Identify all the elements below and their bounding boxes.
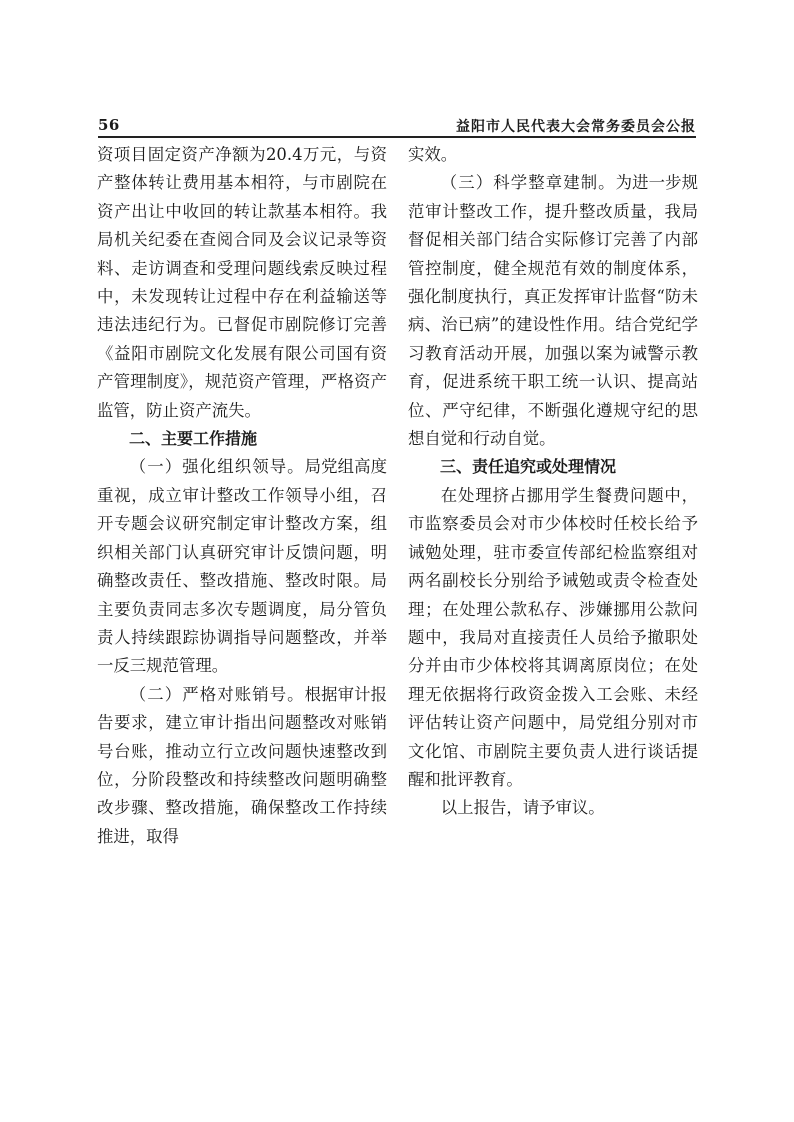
paragraph: 实效。 xyxy=(408,145,458,164)
paragraph-text: 局党组高度重视，成立审计整改工作领导小组，召开专题会议研究制定审计整改方案，组织相关部门认真研究审计反馈问题，明确整改责任、整改措施、整改时限。局主要负责同志多次专题调度，局分管负责人持续跟踪协调指导问题整改，并举一反三规范管理。 xyxy=(97,457,388,676)
paragraph xyxy=(97,681,387,851)
paragraph-text: 为进一步规范审计整改工作，提升整改质量，我局督促相关部门结合实际修订完善了内部管控制度，健全规范有效的制度体系，强化制度执行，真正发挥审计监督“防未病、治已病”的建设性作用。结合党纪学习教育活动开展，加强以案为诫警示教育，促进系统干职工统一认识、提高站位、严守纪律，不断强化遵规守纪的思想自觉和行动自觉。 xyxy=(408,173,699,449)
paragraph: 资项目固定资产净额为20.4万元，与资产整体转让费用基本相符，与市剧院在资产出让中收回的转让款基本相符。我局机关纪委在查阅合同及会议记录等资料、走访调查和受理问题线索反映过程中，未发现转让过程中存在利益输送等违法违纪行为。已督促市剧院修订完善《益阳市剧院文化发展有限公司国有资产管理制度》，规范资产管理，严格资产监管，防止资产流失。 xyxy=(97,145,387,420)
closing-line: 以上报告，请予审议。 xyxy=(440,798,605,818)
paragraph: 在处理挤占挪用学生餐费问题中，市监察委员会对市少体校时任校长给予诫勉处理，驻市委宣传部纪检监察组对两名副校长分别给予诫勉或责令检查处理；在处理公款私存、涉嫌挪用公款问题中，我局对直接责任人员给予撤职处分并由市少体校将其调离原岗位；在处理无依据将行政资金拨入工会账、未经评估转让资产问题中，局党组分别对市文化馆、市剧院主要负责人进行谈话提醒和批评教育。 xyxy=(408,485,698,789)
right-column xyxy=(408,141,698,823)
run-in-heading: （二）严格对账销号。 xyxy=(129,684,305,704)
journal-title: 益阳市人民代表大会常务委员会公报 xyxy=(456,119,696,135)
section-heading: 三、责任追究或处理情况 xyxy=(440,457,617,477)
paragraph xyxy=(408,169,698,453)
run-in-heading: （三）科学整章建制。 xyxy=(440,173,616,193)
left-column xyxy=(97,141,387,851)
section-heading: 二、主要工作措施 xyxy=(129,429,258,449)
run-in-heading: （一）强化组织领导。 xyxy=(129,457,305,477)
paragraph xyxy=(97,453,387,680)
paragraph-text: 根据审计报告要求，建立审计指出问题整改对账销号台账，推动立行立改问题快速整改到位，分阶段整改和持续整改问题明确整改步骤、整改措施，确保整改工作持续推进，取得 xyxy=(97,684,388,846)
header-rule xyxy=(98,136,696,138)
page-number: 56 xyxy=(98,116,120,134)
